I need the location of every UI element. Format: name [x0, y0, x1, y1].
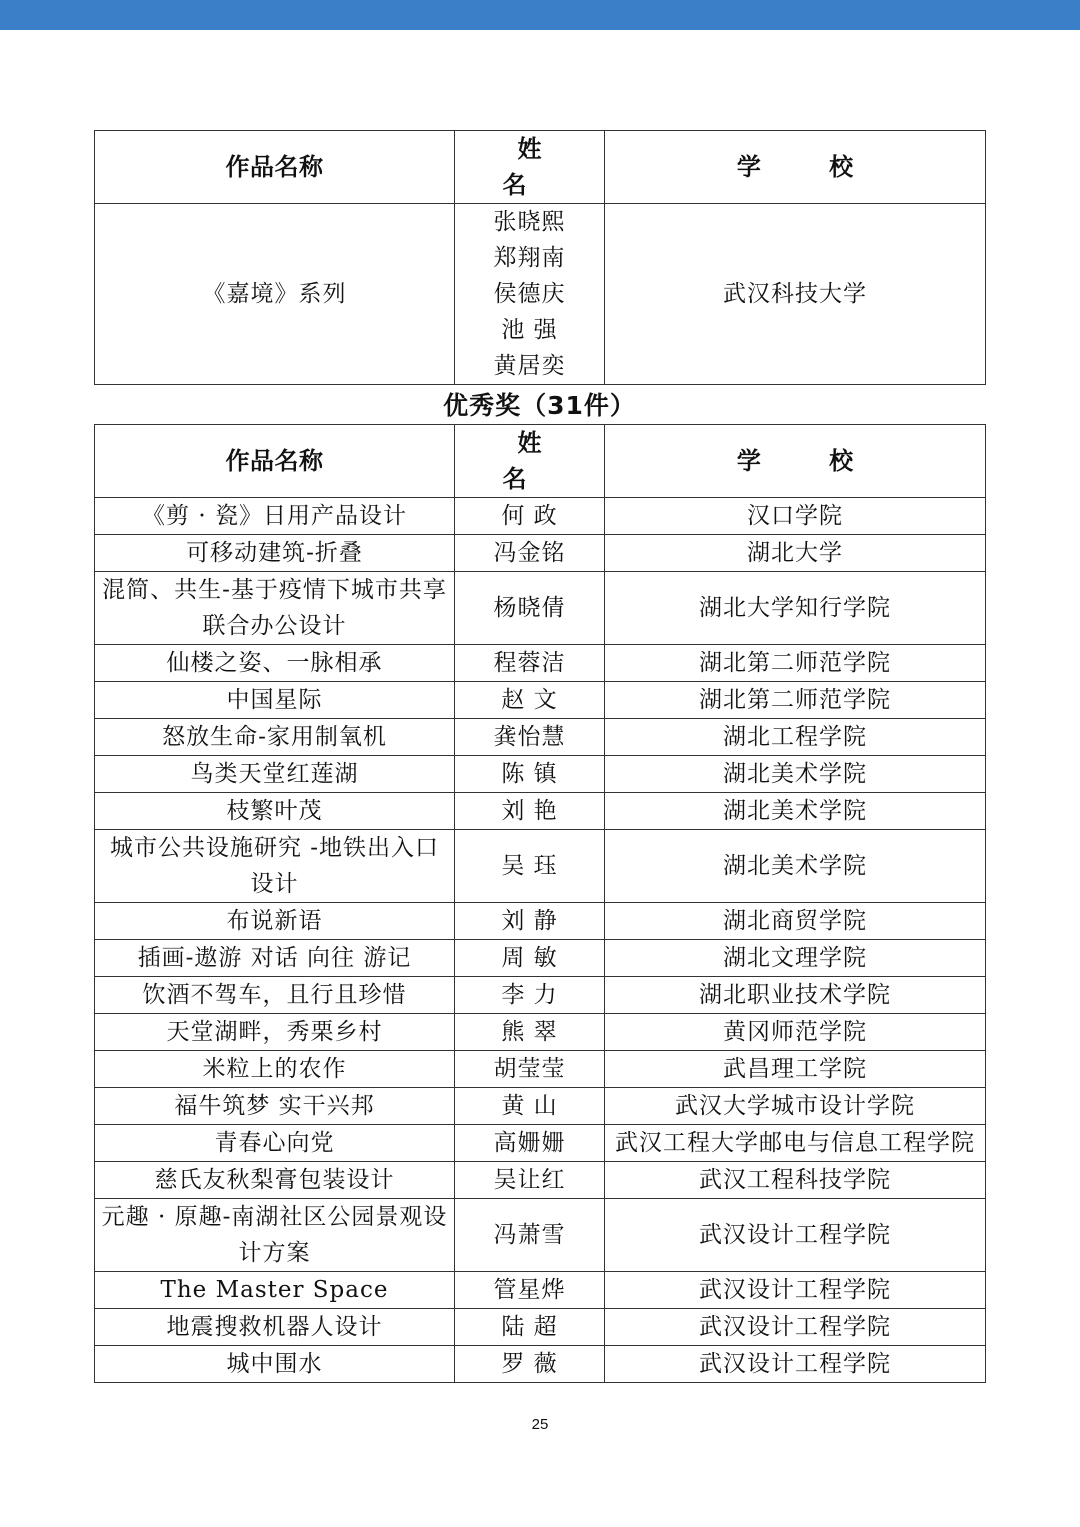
- school-name: 武汉工程大学邮电与信息工程学院: [605, 1125, 986, 1162]
- author-name: 黄居奕: [493, 353, 566, 379]
- school-name: 汉口学院: [605, 498, 986, 535]
- work-title: 青春心向党: [95, 1125, 455, 1162]
- work-title: 元趣 · 原趣-南湖社区公园景观设计方案: [95, 1199, 455, 1272]
- table-header-row: [95, 131, 986, 204]
- school-name: 湖北工程学院: [605, 719, 986, 756]
- table-row: [95, 793, 986, 830]
- author-name: 张晓熙: [493, 209, 566, 235]
- school-name: 武汉设计工程学院: [605, 1199, 986, 1272]
- school-name: 湖北商贸学院: [605, 903, 986, 940]
- author-name: 吴让红: [455, 1162, 605, 1199]
- author-name: 龚怡慧: [455, 719, 605, 756]
- table-row: [95, 830, 986, 903]
- table-row: [95, 940, 986, 977]
- authors-list: [455, 204, 605, 385]
- table-row: [95, 1199, 986, 1272]
- school-name: 武汉工程科技学院: [605, 1162, 986, 1199]
- table-row: [95, 977, 986, 1014]
- school-name: 武汉设计工程学院: [605, 1346, 986, 1383]
- school-name: 湖北美术学院: [605, 756, 986, 793]
- header-name: 姓 名: [455, 425, 605, 498]
- school-name: 湖北文理学院: [605, 940, 986, 977]
- author-name: 熊 翠: [455, 1014, 605, 1051]
- excellence-award-title: 优秀奖（31件）: [443, 391, 636, 420]
- work-title: 城中围水: [95, 1346, 455, 1383]
- author-name: 赵 文: [455, 682, 605, 719]
- author-name: 刘 静: [455, 903, 605, 940]
- work-title: 《嘉境》系列: [95, 204, 455, 385]
- author-name: 池 强: [501, 317, 558, 343]
- work-title: 米粒上的农作: [95, 1051, 455, 1088]
- school-name: 湖北大学知行学院: [605, 572, 986, 645]
- author-name: 李 力: [455, 977, 605, 1014]
- author-name: 郑翔南: [493, 245, 566, 271]
- table-row: [95, 645, 986, 682]
- school-name: 武昌理工学院: [605, 1051, 986, 1088]
- table-row: [95, 1125, 986, 1162]
- table-row: [95, 756, 986, 793]
- table-row: [95, 1014, 986, 1051]
- work-title: 怒放生命-家用制氧机: [95, 719, 455, 756]
- work-title: 布说新语: [95, 903, 455, 940]
- school-name: 武汉科技大学: [605, 204, 986, 385]
- author-name: 罗 薇: [455, 1346, 605, 1383]
- table-row: [95, 682, 986, 719]
- work-title: 中国星际: [95, 682, 455, 719]
- work-title: 城市公共设施研究 -地铁出入口设计: [95, 830, 455, 903]
- school-name: 武汉设计工程学院: [605, 1272, 986, 1309]
- work-title: 枝繁叶茂: [95, 793, 455, 830]
- author-name: 吴 珏: [455, 830, 605, 903]
- work-title: 地震搜救机器人设计: [95, 1309, 455, 1346]
- author-name: 周 敏: [455, 940, 605, 977]
- top-banner-bar: [0, 0, 1080, 30]
- work-title: 饮酒不驾车，且行且珍惜: [95, 977, 455, 1014]
- author-name: 管星烨: [455, 1272, 605, 1309]
- work-title: 《剪 · 瓷》日用产品设计: [95, 498, 455, 535]
- table-row: [95, 1272, 986, 1309]
- work-title: 可移动建筑-折叠: [95, 535, 455, 572]
- excellence-award-table: [94, 424, 986, 1383]
- work-title: 福牛筑梦 实干兴邦: [95, 1088, 455, 1125]
- table-row: [95, 1088, 986, 1125]
- page-number: 25: [531, 1416, 549, 1433]
- school-name: 湖北职业技术学院: [605, 977, 986, 1014]
- school-name: 武汉大学城市设计学院: [605, 1088, 986, 1125]
- school-name: 黄冈师范学院: [605, 1014, 986, 1051]
- table-row: [95, 204, 986, 385]
- header-school: 学 校: [605, 425, 986, 498]
- work-title: 天堂湖畔，秀栗乡村: [95, 1014, 455, 1051]
- author-name: 刘 艳: [455, 793, 605, 830]
- author-name: 陈 镇: [455, 756, 605, 793]
- table-row: [95, 572, 986, 645]
- school-name: 湖北美术学院: [605, 793, 986, 830]
- header-work: 作品名称: [95, 425, 455, 498]
- author-name: 何 政: [455, 498, 605, 535]
- header-work: 作品名称: [95, 131, 455, 204]
- work-title: 仙楼之姿、一脉相承: [95, 645, 455, 682]
- table-header-row: [95, 425, 986, 498]
- table-row: [95, 903, 986, 940]
- table-row: [95, 498, 986, 535]
- school-name: 湖北美术学院: [605, 830, 986, 903]
- school-name: 湖北大学: [605, 535, 986, 572]
- table-row: [95, 1051, 986, 1088]
- table-row: [95, 535, 986, 572]
- author-name: 冯金铭: [455, 535, 605, 572]
- school-name: 武汉设计工程学院: [605, 1309, 986, 1346]
- work-title: 慈氏友秋梨膏包装设计: [95, 1162, 455, 1199]
- table-row: [95, 1346, 986, 1383]
- author-name: 陆 超: [455, 1309, 605, 1346]
- author-name: 黄 山: [455, 1088, 605, 1125]
- author-name: 程蓉洁: [455, 645, 605, 682]
- author-name: 侯德庆: [493, 281, 566, 307]
- header-name: 姓 名: [455, 131, 605, 204]
- work-title: 插画-遨游 对话 向往 游记: [95, 940, 455, 977]
- school-name: 湖北第二师范学院: [605, 682, 986, 719]
- author-name: 杨晓倩: [455, 572, 605, 645]
- work-title: 鸟类天堂红莲湖: [95, 756, 455, 793]
- school-name: 湖北第二师范学院: [605, 645, 986, 682]
- author-name: 高姗姗: [455, 1125, 605, 1162]
- author-name: 冯萧雪: [455, 1199, 605, 1272]
- work-title: 混简、共生-基于疫情下城市共享联合办公设计: [95, 572, 455, 645]
- author-name: 胡莹莹: [455, 1051, 605, 1088]
- table-row: [95, 1162, 986, 1199]
- table-row: [95, 1309, 986, 1346]
- header-school: 学 校: [605, 131, 986, 204]
- work-title: The Master Space: [95, 1272, 455, 1309]
- table-row: [95, 719, 986, 756]
- first-prize-table: [94, 130, 986, 385]
